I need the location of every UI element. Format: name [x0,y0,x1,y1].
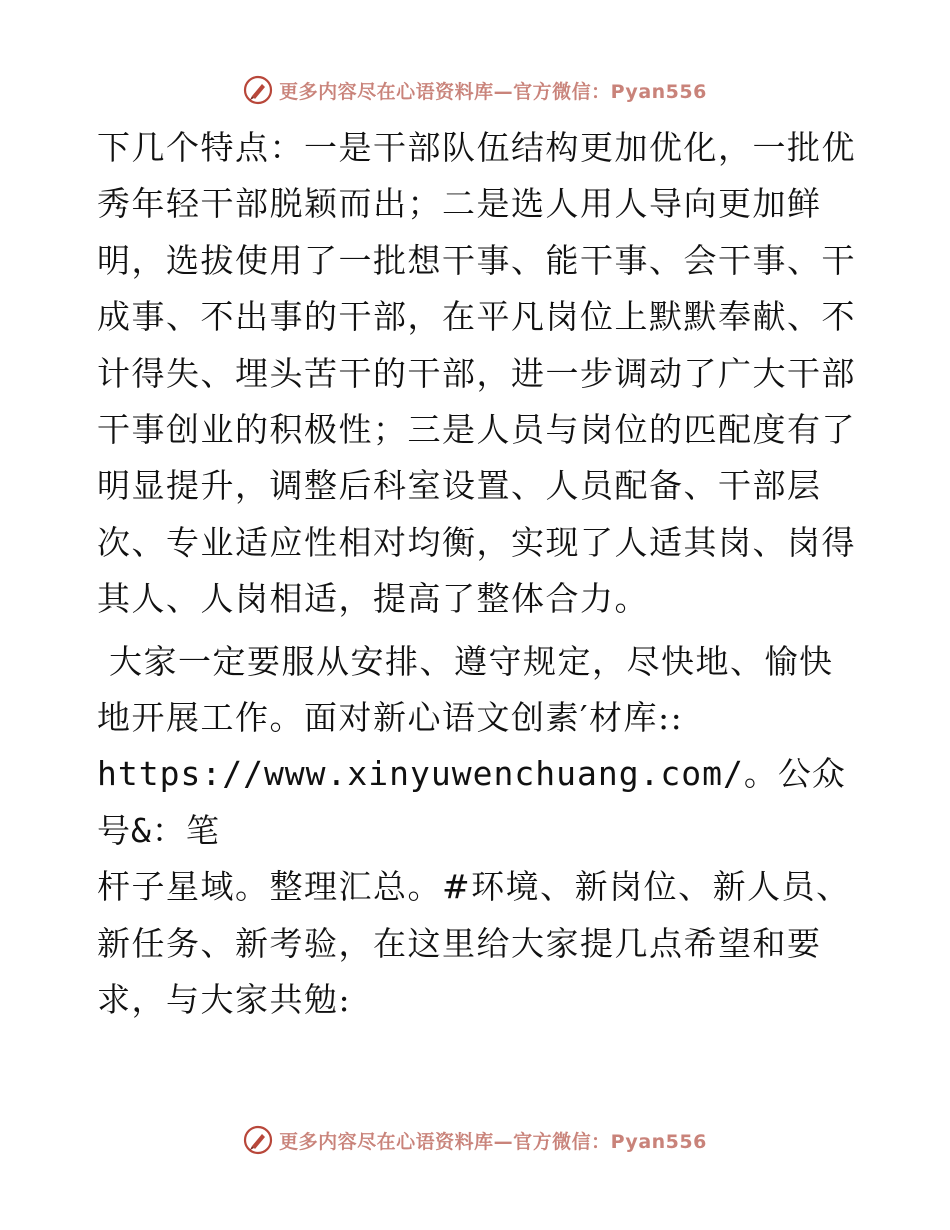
footer-banner [0,1120,950,1160]
text-line: 明，选拔使用了一批想干事、能干事、会干事、干 [97,240,856,280]
text-line: 其人、人岗相适，提高了整体合力。 [97,579,649,619]
text-line: 大家一定要服从安排、遵守规定，尽快地、愉快 [97,641,834,681]
text-line: 成事、不出事的干部，在平凡岗位上默默奉献、不 [97,297,856,337]
paragraph-2 [97,634,857,1029]
paragraph-1 [97,120,857,628]
header-banner [0,70,950,110]
footer-banner-text: 更多内容尽在心语资料库—官方微信：Pyan556 [279,1130,707,1153]
text-line: 干事创业的积极性；三是人员与岗位的匹配度有了 [97,410,856,450]
text-line: 杆子星域。整理汇总。#环境、新岗位、新人员、 [97,867,851,907]
text-line: 地开展工作。面对新心语文创素′材库:: [97,698,684,738]
url-line: https://www.xinyuwenchuang.com/。公众号&：笔 [97,754,846,850]
document-body [97,120,857,1029]
text-line: 下几个特点：一是干部队伍结构更加优化，一批优 [97,128,856,167]
text-line: 明显提升，调整后科室设置、人员配备、干部层 [97,466,822,506]
text-line: 秀年轻干部脱颖而出；二是选人用人导向更加鲜 [97,184,822,224]
text-line: 求，与大家共勉: [97,980,352,1020]
pen-logo-icon [243,75,273,105]
text-line: 次、专业适应性相对均衡，实现了人适其岗、岗得 [97,522,856,562]
text-line: 新任务、新考验，在这里给大家提几点希望和要 [97,923,822,963]
pen-logo-icon [243,1125,273,1155]
header-banner-text: 更多内容尽在心语资料库—官方微信：Pyan556 [279,80,707,103]
text-line: 计得失、埋头苦干的干部，进一步调动了广大干部 [97,353,856,393]
